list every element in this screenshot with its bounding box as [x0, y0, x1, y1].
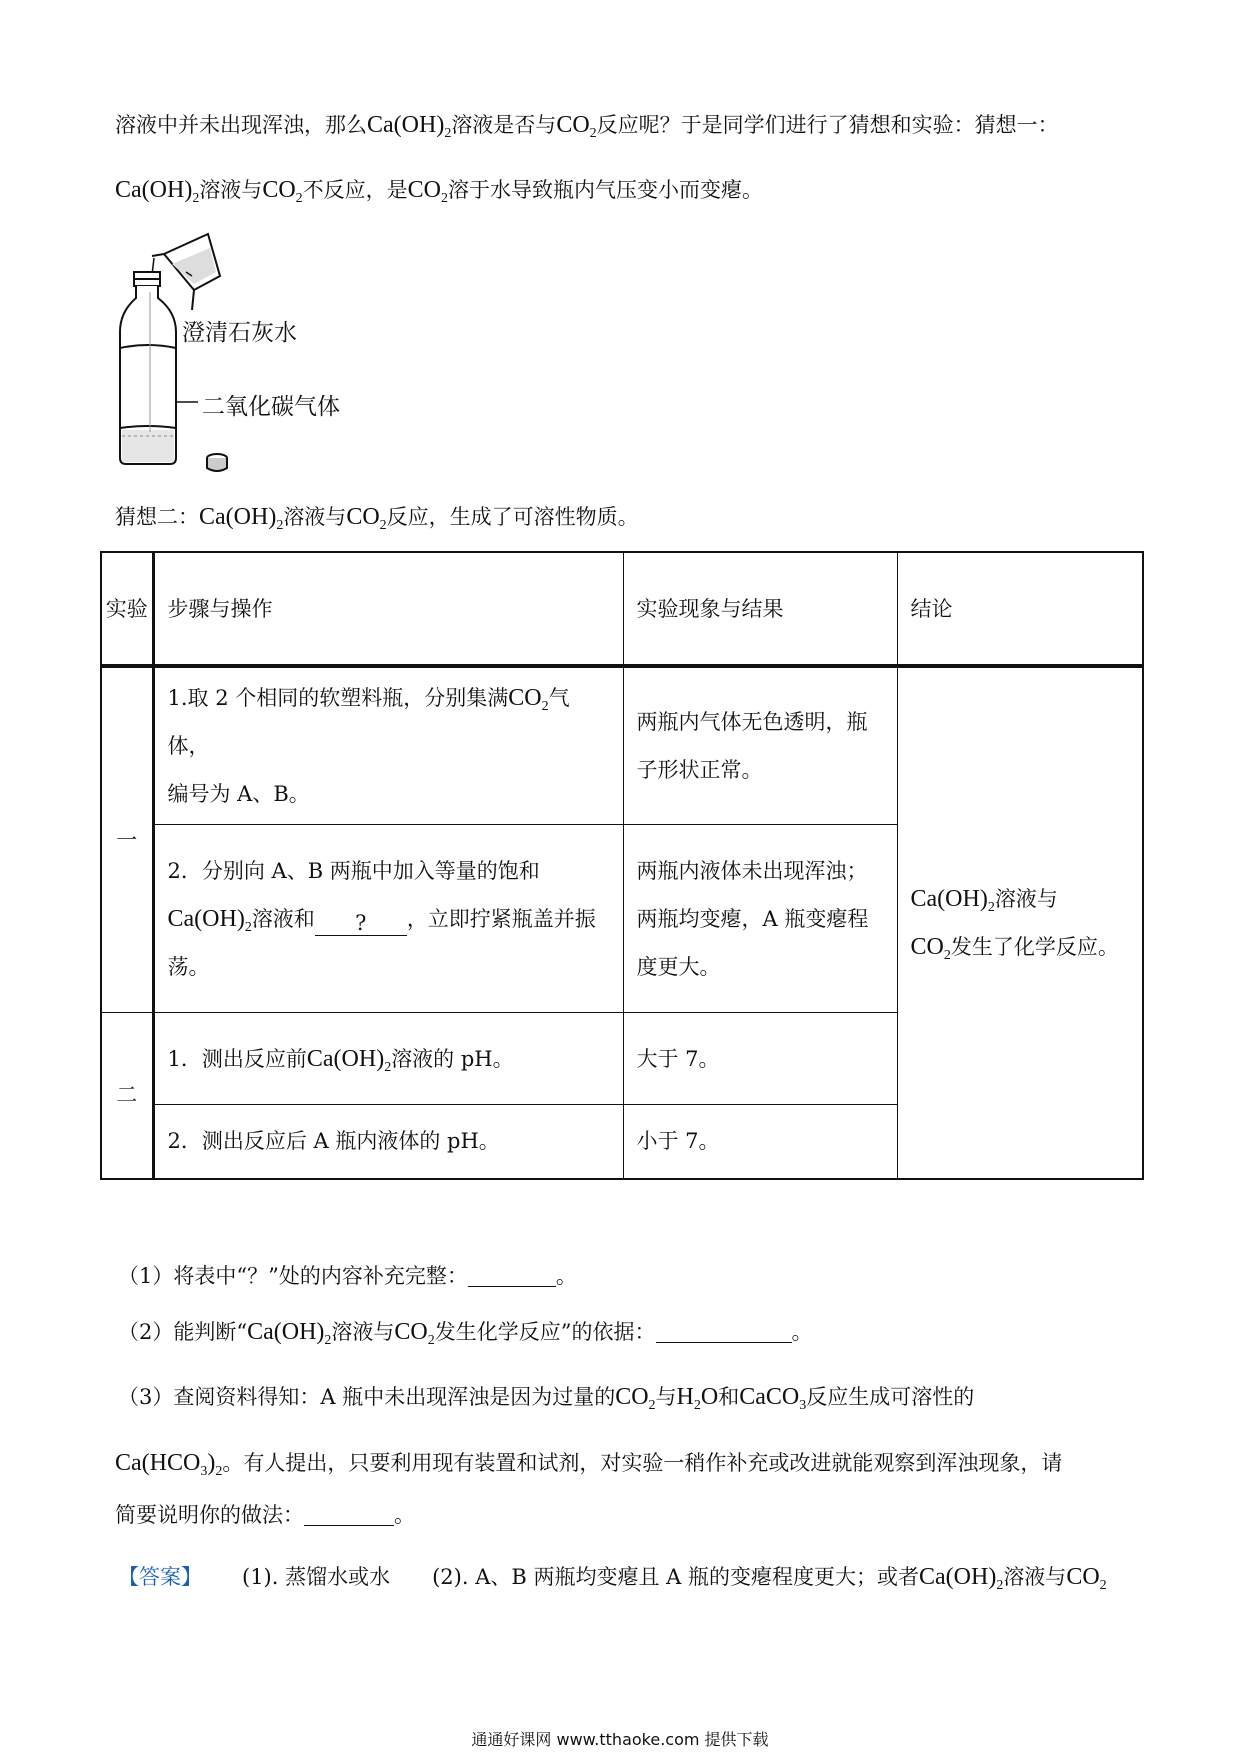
step-cell — [153, 666, 623, 825]
header-conclusion: 结论 — [897, 552, 1143, 666]
step-cell: 2．测出反应后 A 瓶内液体的 pH。 — [153, 1105, 623, 1179]
bottle-experiment-figure — [112, 232, 372, 482]
question-text: 反应生成可溶性的 — [806, 1385, 975, 1409]
step-text: 溶液的 pH。 — [391, 1046, 514, 1071]
formula-co2: $CO_2$ — [508, 685, 549, 714]
question-3-cont — [115, 1448, 1062, 1478]
answer-2: (2). A、B 两瓶均变瘪且 A 瓶的变瘪程度更大；或者 — [432, 1565, 919, 1589]
page-footer: 通通好课网 www.tthaoke.com 提供下载 — [471, 1730, 769, 1749]
formula-ca-hco3-2: $Ca(HCO_3)_2$ — [115, 1450, 223, 1479]
question-text: 简要说明你的做法： — [115, 1503, 304, 1527]
formula-ca-oh-2: $Ca(OH)_2$ — [199, 504, 284, 533]
exp-one-label: 一 — [101, 666, 153, 1013]
step-text: 2．分别向 A、B 两瓶中加入等量的饱和 — [167, 858, 540, 883]
question-text: 与 — [655, 1385, 677, 1409]
question-text: （2）能判断“ — [118, 1320, 248, 1344]
formula-ca-oh-2: $Ca(OH)_2$ — [167, 905, 252, 935]
question-text: 。有人提出，只要利用现有装置和试剂，对实验一稍作补充或改进就能观察到浑浊现象，请 — [222, 1451, 1063, 1475]
intro-text: 反应呢？于是同学们进行了猜想和实验：猜想一： — [596, 113, 1059, 137]
intro-line-2 — [115, 175, 763, 205]
step-text: 溶液和 — [251, 906, 315, 931]
answer-blank — [656, 1320, 792, 1343]
answer-blank — [468, 1264, 556, 1287]
step-text: 1．测出反应前 — [167, 1046, 307, 1071]
intro-text: 溶液是否与 — [451, 113, 557, 137]
answer-line — [118, 1562, 1107, 1592]
intro-text: 溶于水导致瓶内气压变小而变瘪。 — [448, 178, 763, 202]
question-3 — [118, 1382, 974, 1412]
conclusion-cell — [897, 666, 1143, 1179]
header-experiment — [101, 552, 153, 666]
intro-line-1 — [115, 110, 1059, 140]
question-text: （1）将表中“？”处的内容补充完整： — [118, 1264, 468, 1288]
formula-co2: $CO_2$ — [407, 177, 448, 206]
question-3-end — [115, 1500, 415, 1530]
formula-ca-oh-2: $Ca(OH)_2$ — [247, 1319, 332, 1348]
step-cell — [153, 1013, 623, 1105]
conclusion-text: 溶液与 — [994, 886, 1058, 911]
header-results: 实验现象与结果 — [623, 552, 897, 666]
result-cell: 两瓶内气体无色透明，瓶子形状正常。 — [623, 666, 897, 825]
step-text: 1.取 2 个相同的软塑料瓶，分别集满 — [167, 686, 509, 710]
table-header-row — [101, 552, 1143, 666]
step-text: 编号为 A、B。 — [167, 782, 310, 806]
question-1 — [118, 1261, 577, 1291]
exp-two-label: 二 — [101, 1013, 153, 1179]
question-text: 发生化学反应”的依据： — [434, 1320, 656, 1344]
formula-co2: $CO_2$ — [910, 933, 951, 963]
formula-co2: $CO_2$ — [262, 177, 303, 206]
hypothesis-two — [115, 502, 639, 532]
conclusion-text: 发生了化学反应。 — [950, 934, 1119, 959]
question-2 — [118, 1317, 813, 1347]
intro-text: 溶液中并未出现浑浊，那么 — [115, 113, 367, 137]
question-text: 。 — [555, 1264, 577, 1288]
formula-co2: $CO_2$ — [615, 1384, 656, 1413]
step-text: 气体， — [167, 686, 570, 758]
question-text: 。 — [791, 1320, 813, 1344]
formula-ca-oh-2: $Ca(OH)_2$ — [306, 1045, 392, 1075]
label-co2-gas: 二氧化碳气体 — [202, 394, 340, 420]
bottle-diagram — [112, 232, 372, 482]
result-cell: 小于 7。 — [623, 1105, 897, 1179]
formula-h2o: $H_2O$ — [676, 1384, 719, 1413]
step-text: ，立即拧紧瓶盖并振荡。 — [167, 906, 596, 979]
header-text: 实验 — [105, 596, 148, 621]
question-text: 和 — [718, 1385, 740, 1409]
formula-co2: $CO_2$ — [394, 1319, 435, 1348]
formula-co2: $CO_2$ — [346, 504, 387, 533]
answer-blank — [304, 1503, 394, 1526]
hypothesis-text: 反应，生成了可溶性物质。 — [386, 505, 639, 529]
table-row — [101, 666, 1143, 825]
formula-caco3: CaCO$_3$ — [739, 1384, 807, 1413]
hypothesis-text: 溶液与 — [283, 505, 347, 529]
formula-ca-oh-2: $Ca(OH)_2$ — [910, 885, 995, 915]
formula-ca-oh-2: $Ca(OH)_2$ — [115, 177, 200, 206]
result-cell: 两瓶内液体未出现浑浊；两瓶均变瘪，A 瓶变瘪程度更大。 — [623, 825, 897, 1013]
answer-blank: ? — [315, 913, 407, 936]
result-cell: 大于 7。 — [623, 1013, 897, 1105]
experiment-table — [100, 551, 1144, 1180]
answer-1: (1). 蒸馏水或水 — [242, 1565, 391, 1589]
answer-tag: 【答案】 — [118, 1565, 202, 1589]
question-text: （3）查阅资料得知：A 瓶中未出现浑浊是因为过量的 — [118, 1385, 616, 1409]
header-steps: 步骤与操作 — [153, 552, 623, 666]
hypothesis-text: 猜想二： — [115, 505, 199, 529]
intro-text: 溶液与 — [199, 178, 263, 202]
formula-ca-oh-2: $Ca(OH)_2$ — [367, 112, 452, 141]
formula-co2: $CO_2$ — [1066, 1564, 1107, 1593]
question-text: 溶液与 — [331, 1320, 395, 1344]
step-cell — [153, 825, 623, 1013]
intro-text: 不反应，是 — [302, 178, 408, 202]
question-text: 。 — [394, 1503, 415, 1527]
formula-ca-oh-2: $Ca(OH)_2$ — [919, 1564, 1004, 1593]
answer-text: 溶液与 — [1003, 1565, 1067, 1589]
label-limewater: 澄清石灰水 — [182, 320, 297, 346]
formula-co2: $CO_2$ — [556, 112, 597, 141]
